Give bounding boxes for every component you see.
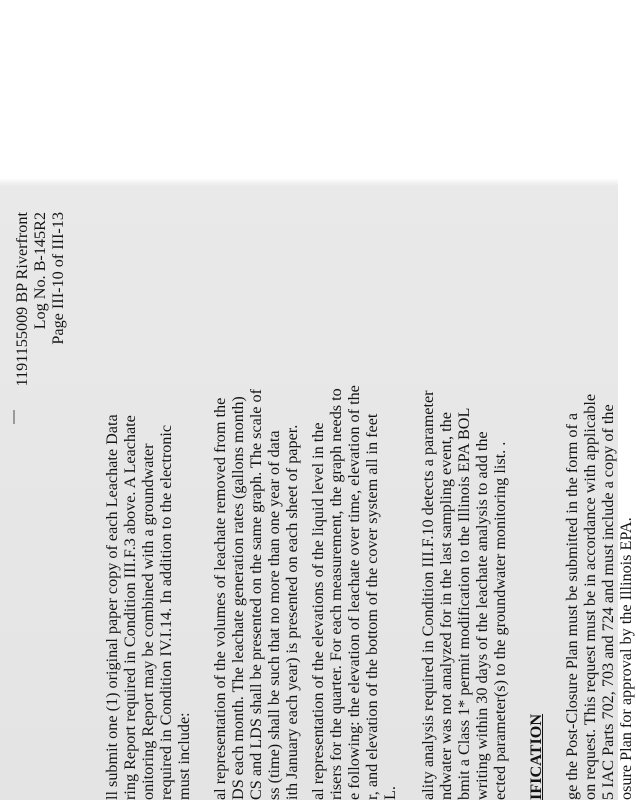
- para3-line: L.: [381, 786, 399, 800]
- para2-line: al representation of the volumes of leachate removed from the: [211, 397, 229, 800]
- para2-line: CS and LDS shall be presented on the same graph. The scale of: [247, 388, 265, 800]
- para1-line: required in Condition IV.I.14. In addition to the electronic: [157, 424, 175, 800]
- para2-line: ss (time) shall be such that no more than one year of data: [265, 430, 283, 800]
- section-heading: IFICATION: [527, 713, 545, 800]
- para4-line: writing within 30 days of the leachate analysis to add the: [473, 431, 491, 800]
- para3-line: al representation of the elevations of the liquid level in the: [309, 422, 327, 800]
- para4-line: ected parameter(s) to the groundwater monitoring list. .: [491, 441, 509, 800]
- para3-line: risers for the quarter. For each measurement, the graph needs to: [327, 388, 345, 800]
- para3-line: r, and elevation of the bottom of the cover system all in feet: [363, 413, 381, 800]
- para5-line: ge the Post-Closure Plan must be submitted in the form of a: [563, 412, 581, 800]
- para3-line: e following: the elevation of leachate over time, elevation of the: [345, 385, 363, 800]
- para4-line: ality analysis required in Condition III.F.10 detects a parameter: [419, 390, 437, 800]
- header-log-number: Log No. B-145R2: [31, 212, 49, 330]
- para2-line: ith January each year) is presented on each sheet of paper.: [283, 424, 301, 800]
- para5-line: on request. This request must be in accordance with applicable: [581, 393, 599, 800]
- para1-line: ll submit one (1) original paper copy of each Leachate Data: [103, 414, 121, 800]
- header-facility-line: 1191155009 BP Riverfront: [13, 212, 31, 387]
- para1-line: ring Report required in Condition III.F.3 above. A Leachate: [121, 415, 139, 800]
- para4-line: ndwater was not analyzed for in the last sampling event, the: [437, 412, 455, 800]
- rotated-text-block: [12, 180, 635, 800]
- para1-line: onitoring Report may be combined with a groundwater: [139, 443, 157, 800]
- para1-line: must include:: [175, 712, 193, 800]
- para2-line: DS each month. The leachate generation rates (gallons month): [229, 396, 247, 800]
- para5-line: 5 IAC Parts 702, 703 and 724 and must include a copy of the: [599, 404, 617, 800]
- para5-line: osure Plan for approval by the Illinois EPA.: [617, 517, 635, 800]
- para4-line: bmit a Class 1* permit modification to the Illinois EPA BOL: [455, 407, 473, 800]
- header-page-number: Page III-10 of III-13: [49, 212, 67, 345]
